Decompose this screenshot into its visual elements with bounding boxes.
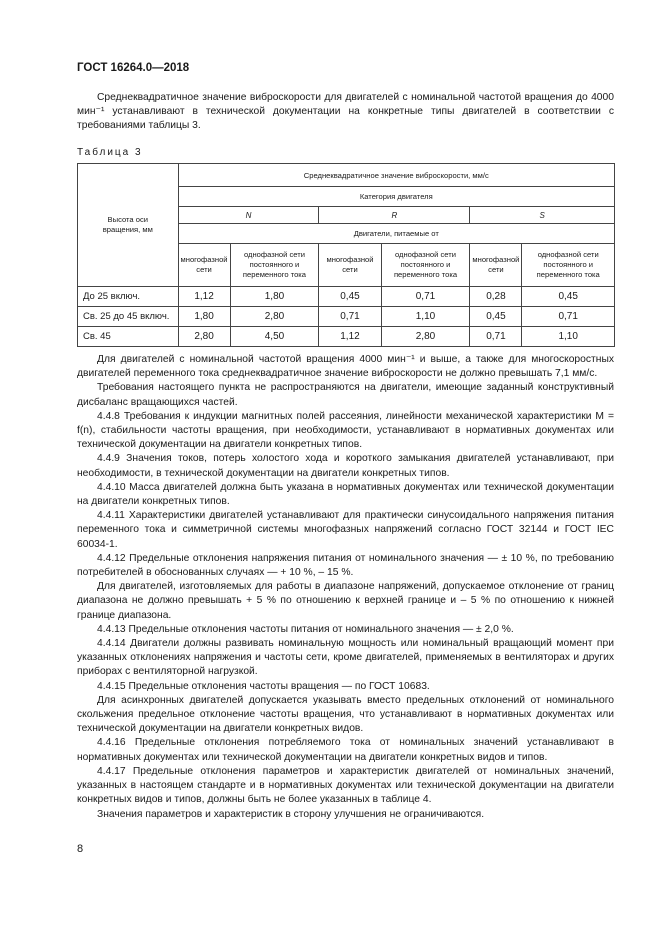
paragraph: 4.4.16 Предельные отклонения потребляемого тока от номинальных значений устанавливают в нормативных документах или технической документации на двигатели конкретных видов и типов. [77,737,614,763]
supply-header: Двигатели, питаемые от [178,224,614,244]
category-r: R [319,207,470,224]
row-label: Св. 25 до 45 включ. [78,307,179,327]
table-cell: 0,71 [522,307,615,327]
paragraph: 4.4.15 Предельные отклонения частоты вращения — по ГОСТ 10683. [97,680,430,692]
table-row [78,287,615,307]
table-cell: 1,80 [230,287,319,307]
paragraph: 4.4.12 Предельные отклонения напряжения питания от номинального значения — ± 10 %, по требованию потребителей в обоснованных случаях — + 10 %, – 15 %. [77,552,614,579]
paragraph: 4.4.13 Предельные отклонения частоты питания от номинального значения — ± 2,0 %. [97,623,514,635]
category-s: S [470,207,615,224]
paragraph: Для двигателей с номинальной частотой вращения 4000 мин⁻¹ и выше, а также для многоскоростных двигателей переменного тока среднеквадратичное значение виброскорости не должно превышать 7,1 мм/с. [77,354,614,380]
table-cell: 0,28 [470,287,522,307]
sub-header-cell: многофазной сети [178,244,230,287]
intro-paragraph: Среднеквадратичное значение виброскорости для двигателей с номинальной частотой вращения до 4000 мин⁻¹ устанавливают в технической документации на конкретные типы двигателей в соответствии с требованиями таблицы 3. [77,92,614,132]
vibration-table [77,163,615,347]
sub-header-cell: однофазной сети постоянного и переменного тока [230,244,319,287]
table-cell: 1,12 [178,287,230,307]
sub-header-cell: многофазной сети [319,244,381,287]
table-cell: 0,45 [470,307,522,327]
paragraph: 4.4.14 Двигатели должны развивать номинальную мощность или номинальный вращающий момент при указанных отклонениях напряжения и частоты сети, кроме двигателей, применяемых в вентиляторах и других приборах с вентиляторной нагрузкой. [77,638,614,678]
table-cell: 2,80 [381,327,470,347]
paragraph: 4.4.11 Характеристики двигателей устанавливают для практически синусоидального напряжения питания переменного тока и симметричной системы многофазных напряжений согласно ГОСТ 32144 и ГОСТ IEC 60034-1. [77,510,614,550]
table-cell: 1,80 [178,307,230,327]
table-cell: 2,80 [178,327,230,347]
sub-header-cell: однофазной сети постоянного и переменного тока [522,244,615,287]
sub-header-cell: многофазной сети [470,244,522,287]
paragraph: Значения параметров и характеристик в сторону улучшения не ограничиваются. [97,808,485,820]
paragraph: 4.4.9 Значения токов, потерь холостого хода и короткого замыкания двигателей устанавливают, при необходимости, в технической документации на двигатели конкретных типов. [77,453,614,479]
table-cell: 0,45 [319,287,381,307]
row-label: До 25 включ. [78,287,179,307]
table-cell: 1,12 [319,327,381,347]
paragraph: 4.4.17 Предельные отклонения параметров и характеристик двигателей от номинальных значений, указанных в настоящем стандарте и в нормативных документах или технической документации на двигатели конкретных видов и типов, должны быть не более указанных в таблице 4. [77,765,614,806]
table-cell: 4,50 [230,327,319,347]
sub-header-cell: однофазной сети постоянного и переменного тока [381,244,470,287]
category-header: Категория двигателя [178,187,614,207]
table-cell: 1,10 [522,327,615,347]
document-header: ГОСТ 16264.0—2018 [77,62,190,74]
table-caption: Таблица 3 [77,147,143,158]
table-row [78,307,615,327]
paragraph: Требования настоящего пункта не распространяются на двигатели, имеющие заданный конструктивный дисбаланс вращающихся частей. [77,382,614,408]
table-cell: 2,80 [230,307,319,327]
paragraph: Для асинхронных двигателей допускается указывать вместо предельных отклонений от номинального скольжения предельное отклонение частоты вращения, что устанавливают в нормативных документах или технической документации на двигатели конкретных видов. [77,694,614,735]
table-cell: 0,71 [319,307,381,327]
paragraph: 4.4.10 Масса двигателей должна быть указана в нормативных документах или технической документации на двигатели конкретных типов. [77,481,614,508]
intro-text-block [77,91,614,134]
category-n: N [178,207,319,224]
paragraph: Для двигателей, изготовляемых для работы в диапазоне напряжений, допускаемое отклонение от границ диапазона не должно превышать + 5 % по отношению к верхней границе и – 5 % по отношению к нижней границе диапазона. [77,581,614,621]
vibration-header: Среднеквадратичное значение виброскорости, мм/с [178,164,614,187]
axis-height-header: Высота оси вращения, мм [78,164,179,287]
table-row [78,327,615,347]
row-label: Св. 45 [78,327,179,347]
paragraph: 4.4.8 Требования к индукции магнитных полей рассеяния, линейности механической характеристики M = f(n), стабильности частоты вращения, при необходимости, устанавливают в нормативных документах или технической документации на двигатели конкретных типов. [77,410,614,451]
page-number: 8 [77,843,84,855]
table-cell: 1,10 [381,307,470,327]
table-cell: 0,45 [522,287,615,307]
table-cell: 0,71 [381,287,470,307]
body-text-block [77,353,614,822]
table-cell: 0,71 [470,327,522,347]
